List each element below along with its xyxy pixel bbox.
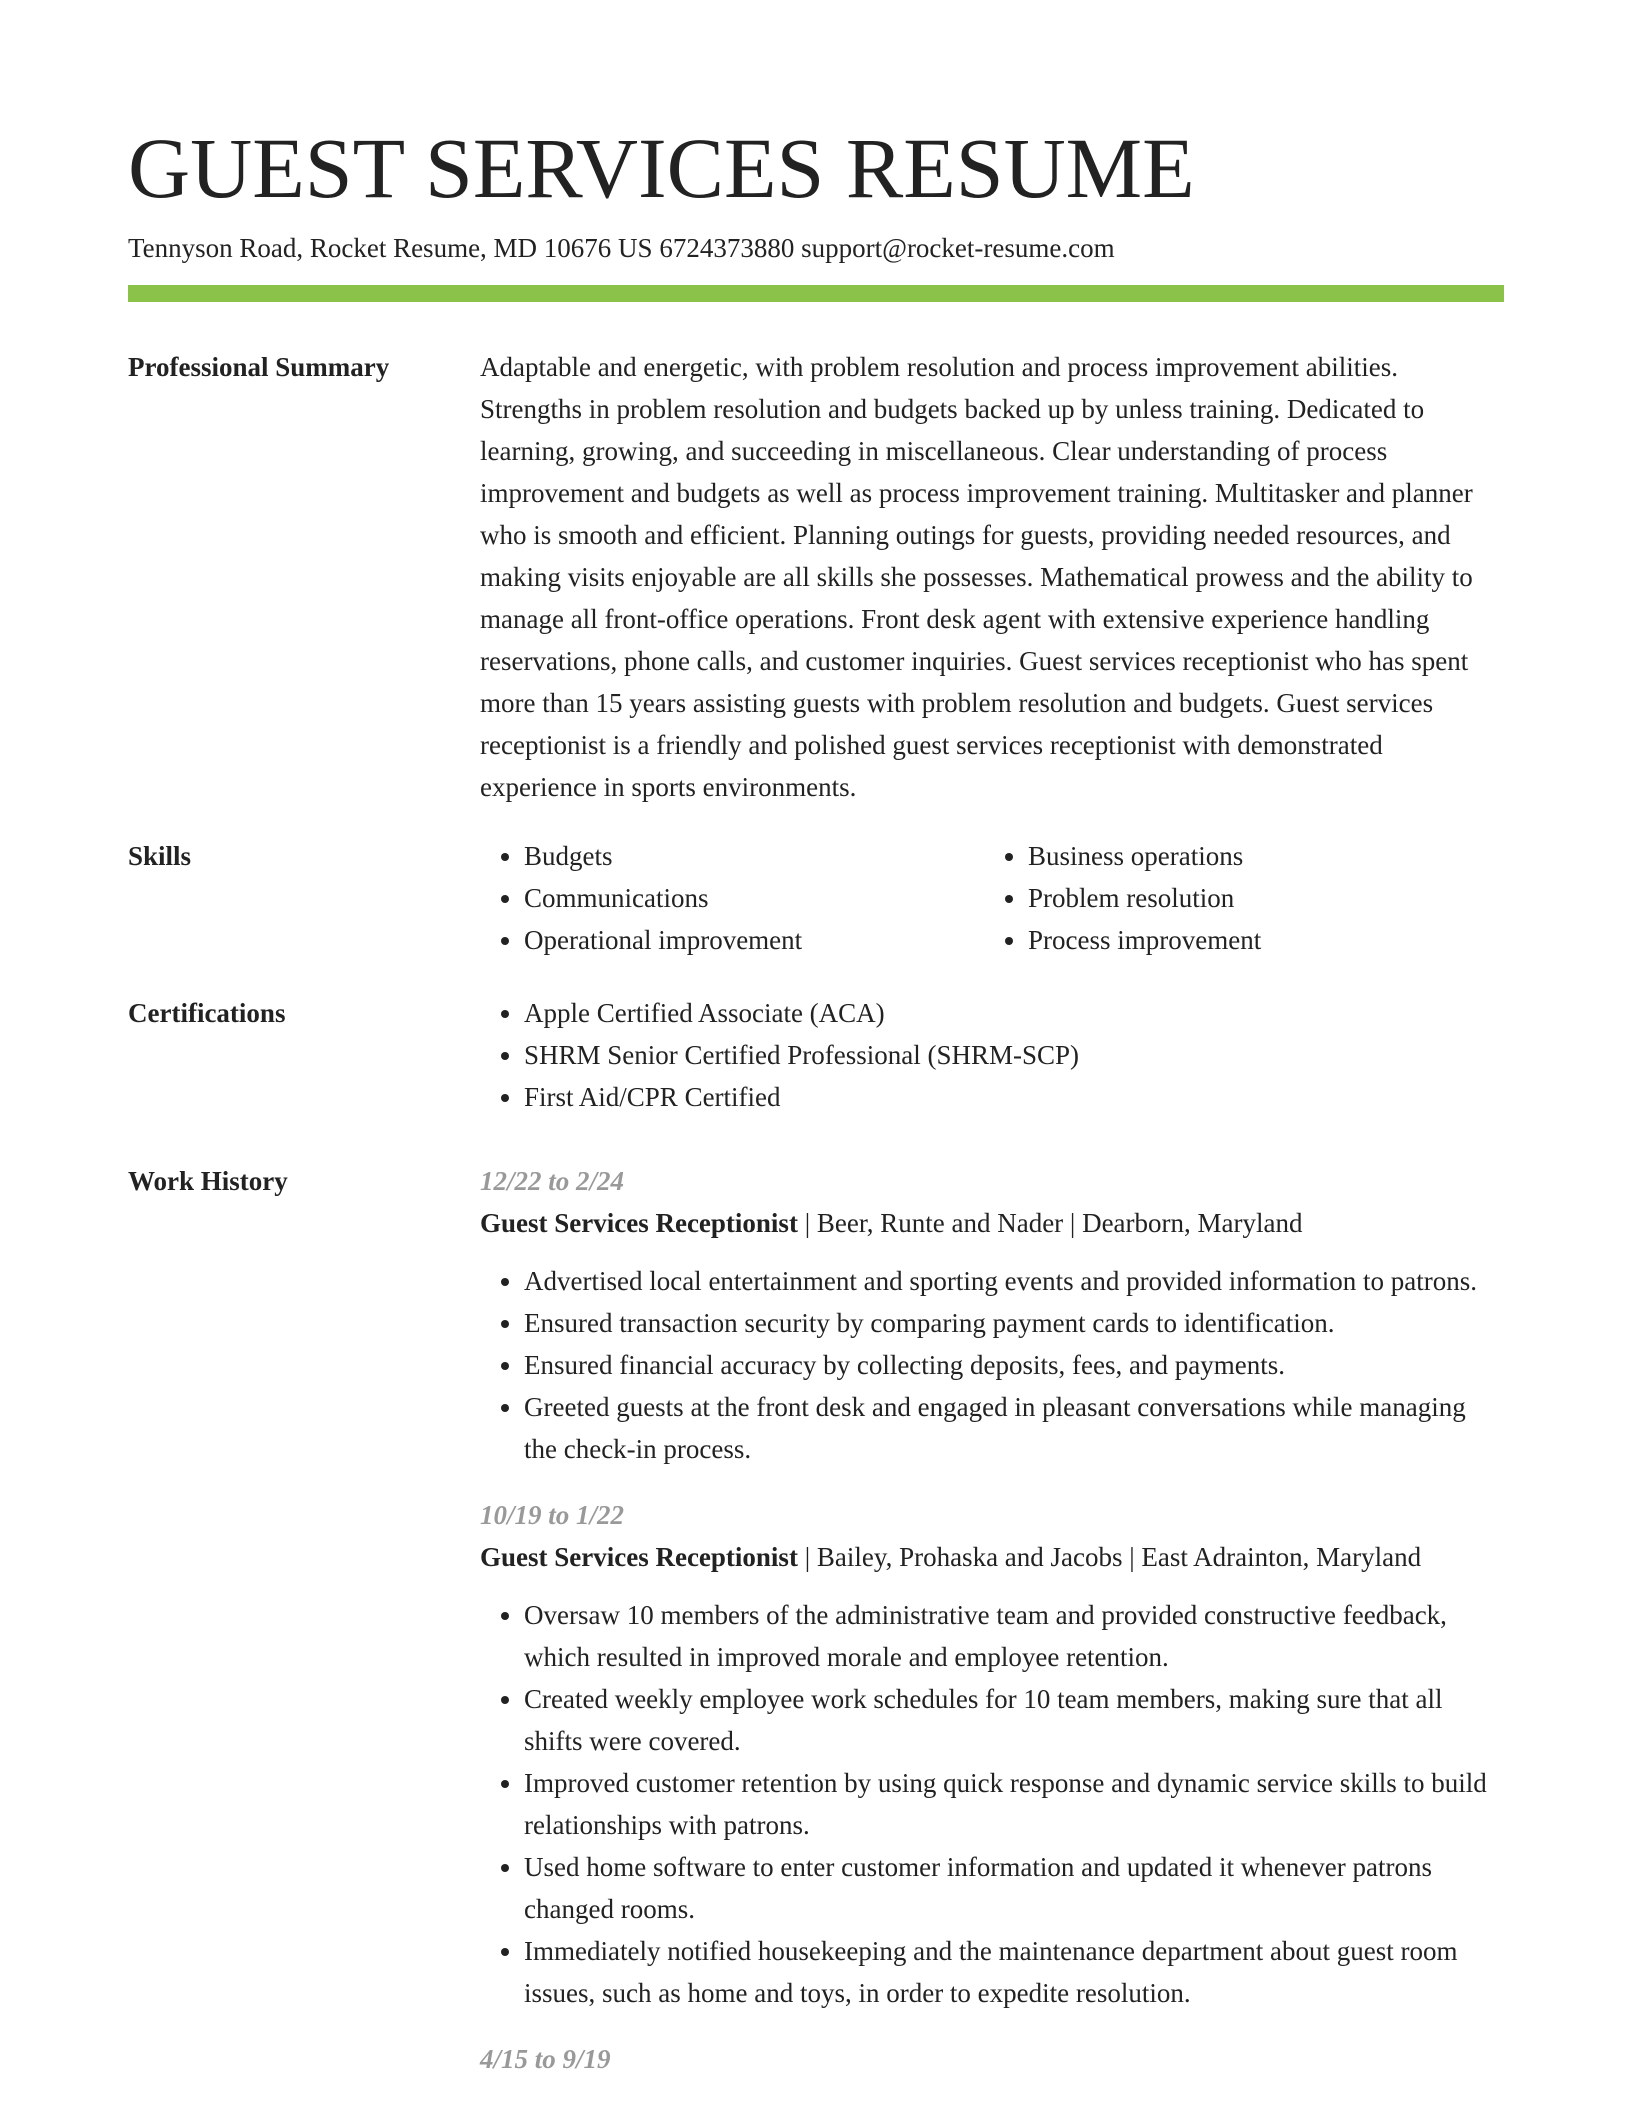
summary-body xyxy=(480,346,1504,808)
job-bullet: • Immediately notified housekeeping and the maintenance department about guest room issues, such as home and toys, in order to expedite resolution. xyxy=(524,1930,1504,2014)
job-title-line xyxy=(480,1202,1504,1244)
skills-list-right xyxy=(984,835,1488,961)
summary-text: Adaptable and energetic, with problem resolution and process improvement abilities. Strengths in problem resolution and budgets backed up by unless training. Dedicated to learning, growing, and succeeding in miscellaneous. Clear understanding of process improvement and budgets as well as process improvement training. Multitasker and planner who is smooth and efficient. Planning outings for guests, providing needed resources, and making visits enjoyable are all skills she possesses. Mathematical prowess and the ability to manage all front-office operations. Front desk agent with extensive experience handling reservations, phone calls, and customer inquiries. Guest services receptionist who has spent more than 15 years assisting guests with problem resolution and budgets. Guest services receptionist is a friendly and polished guest services receptionist with demonstrated experience in sports environments. xyxy=(480,352,1473,802)
job-entry xyxy=(480,1160,1504,1470)
job-details: | Bailey, Prohaska and Jacobs | East Adrainton, Maryland xyxy=(797,1542,1422,1572)
job-bullet: • Improved customer retention by using quick response and dynamic service skills to build relationships with patrons. xyxy=(524,1762,1504,1846)
header-accent-rule xyxy=(128,285,1504,302)
skill-item: • Budgets xyxy=(524,835,984,877)
skills-grid xyxy=(480,835,1504,961)
summary-label: Professional Summary xyxy=(128,352,390,382)
certification-item: • SHRM Senior Certified Professional (SHRM-SCP) xyxy=(524,1034,1504,1076)
job-title-line xyxy=(480,1536,1504,1578)
job-bullet: • Ensured financial accuracy by collecting deposits, fees, and payments. xyxy=(524,1344,1504,1386)
resume-title: GUEST SERVICES RESUME xyxy=(128,120,1195,216)
job-title: Guest Services Receptionist xyxy=(480,1208,798,1238)
skills-column-left xyxy=(480,835,984,961)
skills-list-left xyxy=(480,835,984,961)
skill-item: • Process improvement xyxy=(1028,919,1488,961)
skill-item: • Business operations xyxy=(1028,835,1488,877)
job-bullet: • Used home software to enter customer information and updated it whenever patrons changed rooms. xyxy=(524,1846,1504,1930)
skills-column-right xyxy=(984,835,1488,961)
skills-label: Skills xyxy=(128,841,192,871)
job-dates: 10/19 to 1/22 xyxy=(480,1500,625,1530)
skills-body xyxy=(480,835,1504,961)
job-bullet: • Created weekly employee work schedules for 10 team members, making sure that all shifts were covered. xyxy=(524,1678,1504,1762)
skill-item: • Problem resolution xyxy=(1028,877,1488,919)
job-entry xyxy=(480,2038,1504,2080)
certifications-label: Certifications xyxy=(128,998,286,1028)
work-history-label: Work History xyxy=(128,1166,288,1196)
contact-line: Tennyson Road, Rocket Resume, MD 10676 US 6724373880 support@rocket-resume.com xyxy=(128,233,1115,263)
job-title: Guest Services Receptionist xyxy=(480,1542,798,1572)
certification-item: • Apple Certified Associate (ACA) xyxy=(524,992,1504,1034)
job-dates: 12/22 to 2/24 xyxy=(480,1166,625,1196)
certifications-list xyxy=(480,992,1504,1118)
job-bullet: • Advertised local entertainment and sporting events and provided information to patrons. xyxy=(524,1260,1504,1302)
skill-item: • Operational improvement xyxy=(524,919,984,961)
job-details: | Beer, Runte and Nader | Dearborn, Maryland xyxy=(797,1208,1303,1238)
job-bullet: • Greeted guests at the front desk and engaged in pleasant conversations while managing the check-in process. xyxy=(524,1386,1504,1470)
job-dates: 4/15 to 9/19 xyxy=(480,2044,611,2074)
certifications-body xyxy=(480,992,1504,1118)
job-bullets xyxy=(480,1260,1504,1470)
job-entry xyxy=(480,1494,1504,2014)
job-bullets xyxy=(480,1594,1504,2014)
skill-item: • Communications xyxy=(524,877,984,919)
work-history-body xyxy=(480,1160,1504,2104)
job-bullet: • Ensured transaction security by comparing payment cards to identification. xyxy=(524,1302,1504,1344)
job-bullet: • Oversaw 10 members of the administrative team and provided constructive feedback, which resulted in improved morale and employee retention. xyxy=(524,1594,1504,1678)
certification-item: • First Aid/CPR Certified xyxy=(524,1076,1504,1118)
